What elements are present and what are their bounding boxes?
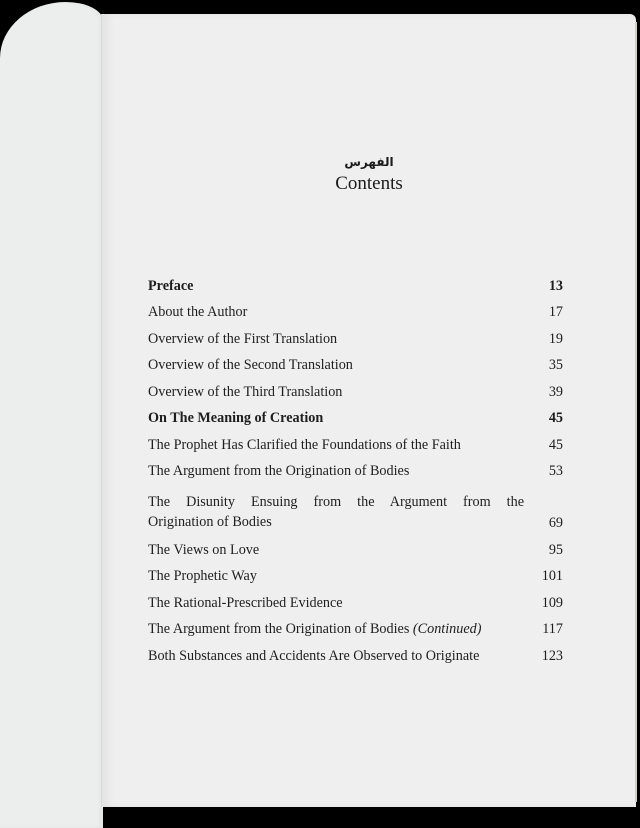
- toc-section-preface: [148, 268, 563, 295]
- toc-page-number: 19: [548, 330, 563, 347]
- page-edge: [635, 22, 637, 802]
- toc-label: Both Substances and Accidents Are Observed to Originate: [148, 647, 480, 664]
- toc-label-suffix: (Continued): [412, 621, 482, 637]
- toc-page-number: 117: [542, 621, 563, 637]
- table-of-contents: [148, 268, 563, 665]
- book-page: [101, 14, 636, 807]
- toc-entry: [148, 295, 563, 322]
- toc-label: About the Author: [148, 304, 248, 320]
- left-page-leaf: [0, 2, 103, 828]
- toc-entry: [148, 348, 563, 375]
- toc-label: Overview of the First Translation: [148, 330, 338, 347]
- toc-entry: [148, 585, 563, 612]
- toc-page-number: 13: [548, 277, 563, 294]
- toc-entry: [148, 454, 563, 481]
- toc-page-number: 45: [548, 410, 563, 426]
- toc-page-number: 35: [548, 357, 563, 373]
- toc-label: The Views on Love: [148, 541, 260, 558]
- toc-page-number: 53: [548, 463, 563, 479]
- toc-entry: [148, 374, 563, 401]
- toc-label: [148, 492, 524, 532]
- toc-page-number: 109: [541, 594, 563, 611]
- toc-page-number: 45: [548, 436, 563, 453]
- toc-label-line-2: Origination of Bodies: [148, 514, 272, 530]
- toc-label: Overview of the Second Translation: [148, 357, 353, 373]
- toc-entry: [148, 532, 563, 559]
- toc-page-number: 69: [548, 515, 563, 531]
- toc-page-number: 17: [548, 304, 563, 320]
- toc-label: The Prophetic Way: [148, 568, 257, 584]
- toc-entry: [148, 638, 563, 665]
- toc-label: The Rational-Prescribed Evidence: [148, 594, 343, 611]
- toc-entry: [148, 427, 563, 454]
- toc-section-meaning-of-creation: [148, 401, 563, 428]
- toc-label: Preface: [148, 277, 194, 294]
- toc-label: The Prophet Has Clarified the Foundations of the Faith: [148, 436, 461, 453]
- toc-entry: [148, 321, 563, 348]
- toc-entry: [148, 559, 563, 586]
- toc-label-text: The Argument from the Origination of Bodies: [148, 621, 410, 637]
- toc-label-line-1: The Disunity Ensuing from the Argument from the: [148, 494, 524, 510]
- toc-page-number: 123: [541, 647, 563, 664]
- heading-arabic: الفهرس: [344, 155, 394, 169]
- toc-page-number: 95: [548, 541, 563, 558]
- toc-page-number: 39: [548, 383, 563, 400]
- page-title: Contents: [335, 173, 403, 194]
- toc-page-number: 101: [541, 568, 563, 584]
- toc-entry: [148, 480, 563, 532]
- toc-label: Overview of the Third Translation: [148, 383, 343, 400]
- toc-entry: [148, 612, 563, 639]
- toc-label: [148, 620, 481, 638]
- toc-label: The Argument from the Origination of Bodies: [148, 463, 410, 479]
- contents-heading: [102, 154, 636, 196]
- toc-label: On The Meaning of Creation: [148, 410, 324, 426]
